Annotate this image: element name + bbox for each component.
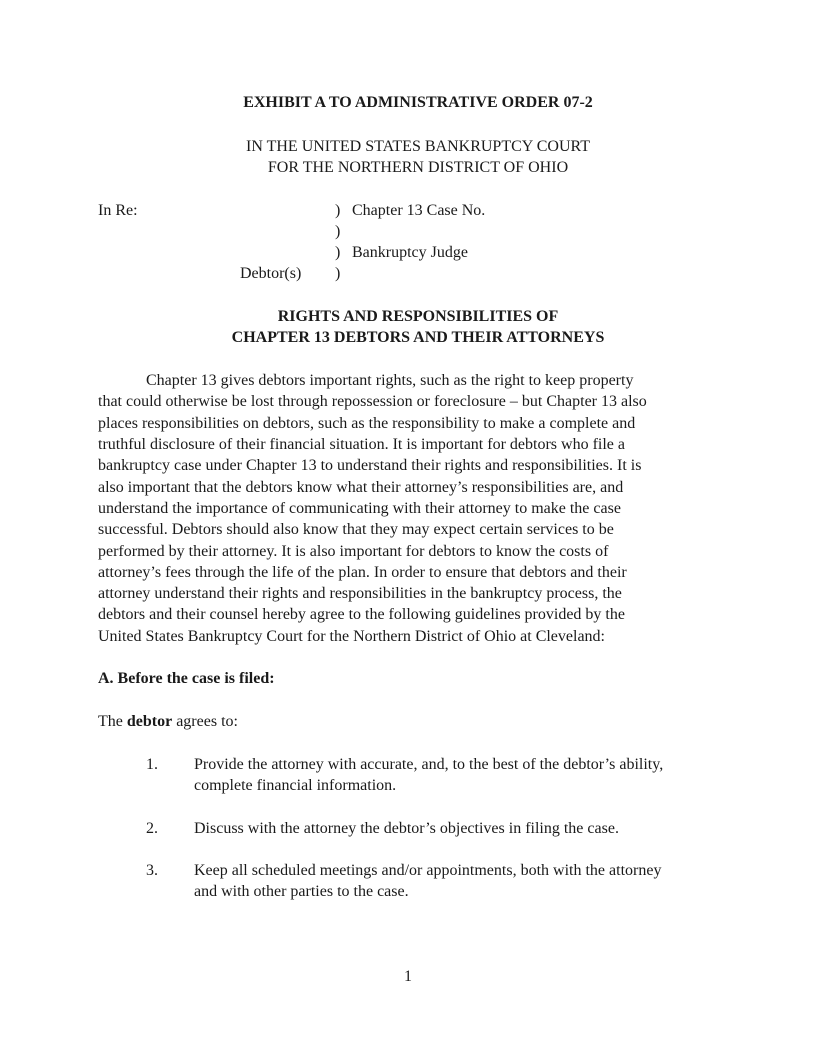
caption-parentheses bbox=[335, 200, 340, 284]
intro-line: debtors and their counsel hereby agree to the following guidelines provided by the bbox=[98, 606, 625, 624]
list-item-line: and with other parties to the case. bbox=[194, 883, 409, 901]
list-item-line: Provide the attorney with accurate, and, to the best of the debtor’s ability, bbox=[194, 756, 664, 774]
agrees-debtor-bold: debtor bbox=[126, 713, 173, 731]
debtor-agrees-line bbox=[98, 711, 738, 732]
list-item bbox=[98, 818, 738, 839]
list-item-number: 3. bbox=[146, 861, 158, 879]
list-item bbox=[98, 754, 738, 797]
court-line-2: FOR THE NORTHERN DISTRICT OF OHIO bbox=[267, 159, 569, 177]
intro-paragraph bbox=[98, 370, 738, 647]
title-line-1: RIGHTS AND RESPONSIBILITIES OF bbox=[277, 307, 559, 325]
intro-line: attorney understand their rights and responsibilities in the bankruptcy process, the bbox=[98, 585, 622, 603]
intro-line: attorney’s fees through the life of the plan. In order to ensure that debtors and their bbox=[98, 563, 627, 581]
list-item-text bbox=[194, 860, 738, 903]
debtor-obligations-list bbox=[98, 754, 738, 902]
case-caption bbox=[98, 200, 738, 284]
list-item-text bbox=[194, 754, 738, 797]
debtor-label: Debtor(s) bbox=[240, 264, 302, 282]
intro-line: truthful disclosure of their financial situation. It is important for debtors who file a bbox=[98, 436, 625, 454]
intro-line: successful. Debtors should also know that they may expect certain services to be bbox=[98, 521, 614, 539]
document-page bbox=[98, 92, 738, 924]
list-item-line: Keep all scheduled meetings and/or appointments, both with the attorney bbox=[194, 861, 662, 879]
caption-right-column bbox=[352, 200, 485, 263]
paren-2: ) bbox=[335, 222, 341, 240]
court-line-1: IN THE UNITED STATES BANKRUPTCY COURT bbox=[246, 138, 590, 155]
intro-line: understand the importance of communicating with their attorney to make the case bbox=[98, 499, 621, 517]
title-line-2: CHAPTER 13 DEBTORS AND THEIR ATTORNEYS bbox=[231, 328, 605, 346]
list-item bbox=[98, 860, 738, 903]
intro-line: that could otherwise be lost through repossession or foreclosure – but Chapter 13 also bbox=[98, 393, 647, 411]
chapter-case-label: Chapter 13 Case No. bbox=[352, 201, 486, 219]
paren-1: ) bbox=[335, 201, 341, 219]
in-re-label: In Re: bbox=[98, 201, 138, 219]
court-heading bbox=[98, 136, 738, 179]
list-item-number: 1. bbox=[146, 756, 158, 774]
agrees-suffix: agrees to: bbox=[172, 713, 238, 731]
list-item-text bbox=[194, 818, 738, 839]
agrees-prefix: The bbox=[98, 713, 127, 731]
document-title bbox=[98, 306, 738, 349]
intro-line: also important that the debtors know what their attorney’s responsibilities are, and bbox=[98, 478, 624, 496]
list-item-number: 2. bbox=[146, 819, 158, 837]
paren-3: ) bbox=[335, 243, 341, 261]
judge-label: Bankruptcy Judge bbox=[352, 243, 468, 261]
intro-line: performed by their attorney. It is also important for debtors to know the costs of bbox=[98, 542, 609, 560]
intro-line: Chapter 13 gives debtors important rights, such as the right to keep property bbox=[146, 372, 634, 390]
section-a-heading: A. Before the case is filed: bbox=[98, 670, 275, 688]
caption-blank bbox=[352, 221, 485, 242]
list-item-line: Discuss with the attorney the debtor’s objectives in filing the case. bbox=[194, 819, 619, 837]
paren-4: ) bbox=[335, 264, 341, 282]
intro-line: bankruptcy case under Chapter 13 to understand their rights and responsibilities. It is bbox=[98, 457, 642, 475]
exhibit-heading: EXHIBIT A TO ADMINISTRATIVE ORDER 07-2 bbox=[243, 94, 593, 111]
intro-line: places responsibilities on debtors, such as the responsibility to make a complete and bbox=[98, 414, 636, 432]
intro-line: United States Bankruptcy Court for the Northern District of Ohio at Cleveland: bbox=[98, 627, 605, 645]
page-number: 1 bbox=[404, 968, 412, 985]
list-item-line: complete financial information. bbox=[194, 777, 397, 795]
